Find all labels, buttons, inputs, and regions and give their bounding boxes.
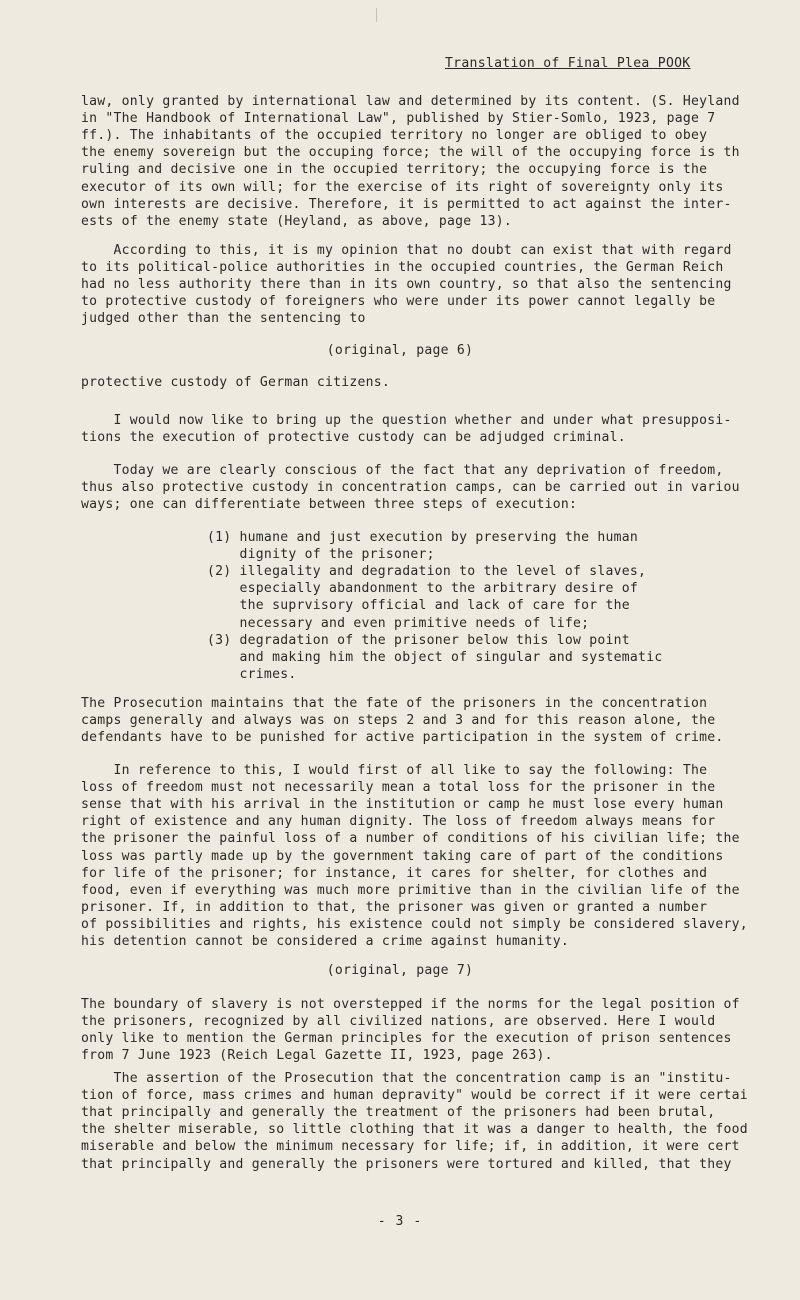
text-line: the prisoner the painful loss of a number of conditions of his civilian life; the xyxy=(81,831,740,847)
text-line: (2) illegality and degradation to the level of slaves, xyxy=(207,564,647,580)
text-line: camps generally and always was on steps 2 and 3 and for this reason alone, the xyxy=(81,713,716,729)
text-line: tions the execution of protective custody can be adjudged criminal. xyxy=(81,430,626,446)
text-line: food, even if everything was much more primitive than in the civilian life of the xyxy=(81,882,740,898)
text-line: dignity of the prisoner; xyxy=(207,547,435,563)
text-line: In reference to this, I would first of all like to say the following: The xyxy=(81,763,708,778)
text-line: loss of freedom must not necessarily mean a total loss for the prisoner in the xyxy=(81,780,716,796)
text-line: and making him the object of singular and systematic xyxy=(207,649,663,665)
text-line: the prisoners, recognized by all civilized nations, are observed. Here I would xyxy=(81,1014,716,1030)
text-line: (original, page 6) xyxy=(326,343,474,358)
text-line: I would now like to bring up the question whether and under what presupposi- xyxy=(81,413,732,428)
text-line: to protective custody of foreigners who were under its power cannot legally be xyxy=(81,294,716,310)
text-line: ruling and decisive one in the occupied territory; the occupying force is the xyxy=(81,162,708,178)
text-line: from 7 June 1923 (Reich Legal Gazette II, 1923, page 263). xyxy=(81,1048,553,1064)
text-line: his detention cannot be considered a crime against humanity. xyxy=(81,934,569,949)
text-line: protective custody of German citizens. xyxy=(81,375,391,390)
text-line: ways; one can differentiate between three steps of execution: xyxy=(81,497,578,513)
text-line: Today we are clearly conscious of the fact that any deprivation of freedom, xyxy=(81,463,724,478)
text-line: necessary and even primitive needs of life; xyxy=(207,615,590,631)
page-number: - 3 - xyxy=(377,1214,423,1229)
page-header-title: Translation of Final Plea POOK xyxy=(445,56,691,71)
text-line: tion of force, mass crimes and human depravity" would be correct if it were certai xyxy=(81,1088,748,1104)
text-line: own interests are decisive. Therefore, it is permitted to act against the inter- xyxy=(81,196,732,212)
text-line: ff.). The inhabitants of the occupied territory no longer are obliged to obey xyxy=(81,128,708,144)
text-line: thus also protective custody in concentration camps, can be carried out in variou xyxy=(81,480,740,496)
text-line: of possibilities and rights, his existence could not simply be considered slavery, xyxy=(81,916,748,932)
text-line: (3) degradation of the prisoner below this low point xyxy=(207,632,630,648)
text-line: miserable and below the minimum necessary for life; if, in addition, it were cert xyxy=(81,1139,740,1155)
text-line: The Prosecution maintains that the fate of the prisoners in the concentration xyxy=(81,696,708,711)
text-line: crimes. xyxy=(207,666,297,682)
text-line: the enemy sovereign but the occuping force; the will of the occupying force is th xyxy=(81,145,740,161)
text-line: defendants have to be punished for active participation in the system of crime. xyxy=(81,730,724,746)
text-line: that principally and generally the prisoners were tortured and killed, that they xyxy=(81,1156,732,1172)
text-line: ests of the enemy state (Heyland, as above, page 13). xyxy=(81,213,513,229)
text-line: to its political-police authorities in the occupied countries, the German Reich xyxy=(81,260,724,276)
text-line: executor of its own will; for the exercise of its right of sovereignty only its xyxy=(81,179,724,195)
text-line: had no less authority there than in its own country, so that also the sentencing xyxy=(81,277,732,293)
text-line: (1) humane and just execution by preserving the human xyxy=(207,530,639,545)
text-line: According to this, it is my opinion that no doubt can exist that with regard xyxy=(81,243,732,258)
text-line: the shelter miserable, so little clothing that it was a danger to health, the food xyxy=(81,1122,748,1138)
text-line: The boundary of slavery is not overstepped if the norms for the legal position of xyxy=(81,997,740,1012)
text-line: loss was partly made up by the government taking care of part of the conditions xyxy=(81,848,724,864)
text-line: in "The Handbook of International Law", published by Stier-Somlo, 1923, page 7 xyxy=(81,111,716,127)
text-line: The assertion of the Prosecution that the concentration camp is an "institu- xyxy=(81,1071,732,1086)
text-line: right of existence and any human dignity. The loss of freedom always means for xyxy=(81,814,716,830)
text-line: the suprvisory official and lack of care for the xyxy=(207,598,630,614)
text-line: prisoner. If, in addition to that, the prisoner was given or granted a number xyxy=(81,899,708,915)
text-line: only like to mention the German principles for the execution of prison sentences xyxy=(81,1031,732,1047)
text-line: law, only granted by international law and determined by its content. (S. Heyland xyxy=(81,94,740,109)
text-line: (original, page 7) xyxy=(326,963,474,978)
text-line: sense that with his arrival in the institution or camp he must lose every human xyxy=(81,797,724,813)
text-line: especially abandonment to the arbitrary desire of xyxy=(207,581,639,597)
text-line: that principally and generally the treatment of the prisoners had been brutal, xyxy=(81,1105,716,1121)
text-line: for life of the prisoner; for instance, it cares for shelter, for clothes and xyxy=(81,865,708,881)
text-line: judged other than the sentencing to xyxy=(81,311,366,327)
